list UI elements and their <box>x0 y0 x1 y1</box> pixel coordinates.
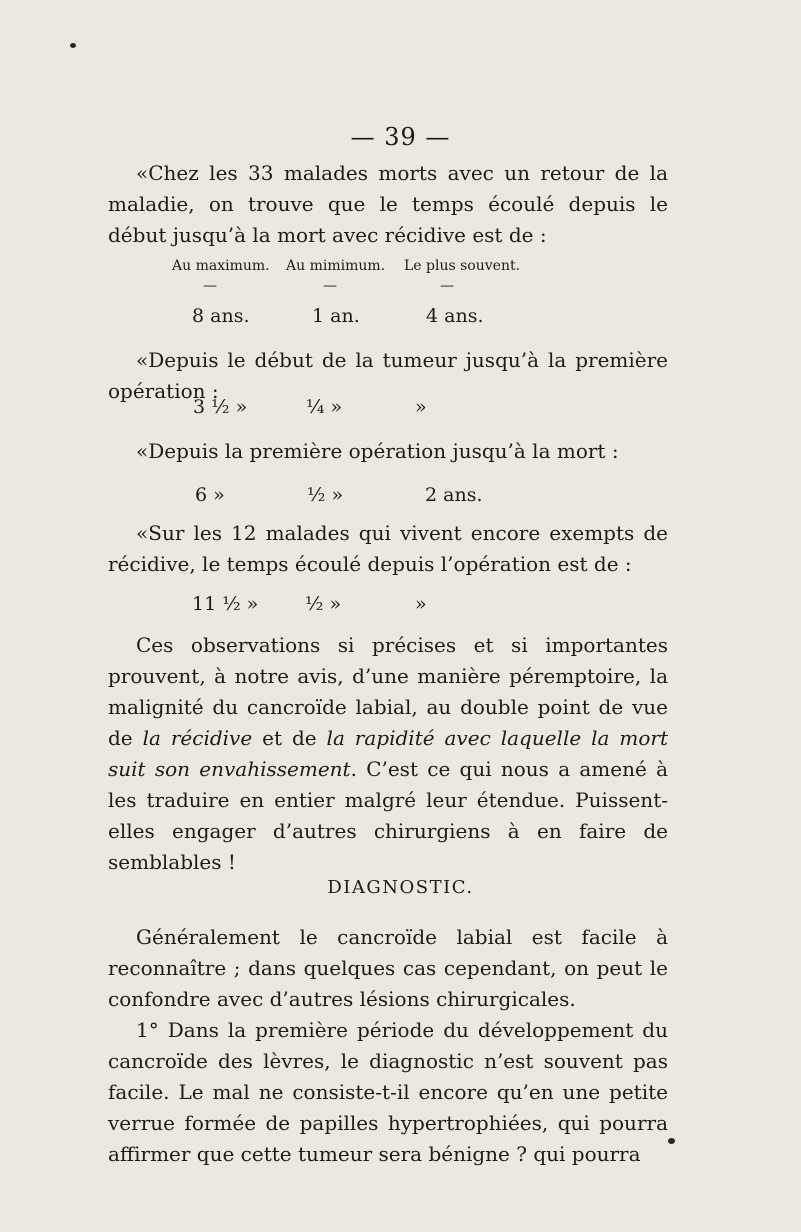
table-row-label: «Depuis la première opération jusqu’à la mort : <box>136 439 619 463</box>
table-cell: » <box>415 593 427 615</box>
table-cell: 3 ½ » <box>193 396 248 418</box>
intro-paragraph-block <box>108 158 668 251</box>
table-header-most-often: Le plus souvent. <box>404 258 521 274</box>
conclusion-italic: la récidive <box>142 726 253 750</box>
table-cell: » <box>415 396 427 418</box>
table-cell: 6 » <box>195 484 225 506</box>
table-header-maximum: Au maximum. <box>172 258 270 274</box>
table-header-dash: — <box>323 278 337 294</box>
table-cell: 4 ans. <box>426 305 484 327</box>
table-cell: 1 an. <box>312 305 360 327</box>
conclusion-text: . C’est ce qui nous a amené à les traduire en entier malgré leur étendue. Puissent-elles engager d’autres chirurgiens à en faire de semblables ! <box>108 757 668 874</box>
table-row-label-block <box>108 436 668 467</box>
section-heading: DIAGNOSTIC. <box>327 877 474 898</box>
table-header-dash: — <box>440 278 454 294</box>
table-cell: 8 ans. <box>192 305 250 327</box>
conclusion-text: et de <box>252 726 327 750</box>
table-cell: ½ » <box>305 593 342 615</box>
table-header-dash: — <box>203 278 217 294</box>
diagnostic-paragraph-1: Généralement le cancroïde labial est facile à reconnaître ; dans quelques cas cependant, on peut le confondre avec d’autres lésions chirurgicales. <box>108 925 668 1011</box>
survivors-paragraph-block <box>108 518 668 580</box>
table-row-label: «Depuis le début de la tumeur jusqu’à la première opération : <box>108 348 668 403</box>
intro-paragraph: «Chez les 33 malades morts avec un retour de la maladie, on trouve que le temps écoulé depuis le début jusqu’à la mort avec récidive est de : <box>108 161 668 247</box>
ink-speck <box>668 1138 675 1144</box>
ink-speck <box>70 43 76 48</box>
conclusion-italic: la rapidité avec laquelle la mort suit son envahissement <box>108 726 669 781</box>
diagnostic-block <box>108 922 668 1170</box>
table-cell: 11 ½ » <box>192 593 259 615</box>
diagnostic-paragraph-2: 1° Dans la première période du développement du cancroïde des lèvres, le diagnostic n’est souvent pas facile. Le mal ne consiste-t-il encore qu’en une petite verrue formée de papilles hypertrophiées, qui pourra affirmer que cette tumeur sera bénigne ? qui pourra <box>108 1018 668 1166</box>
table-cell: 2 ans. <box>425 484 483 506</box>
page-number: — 39 — <box>350 123 451 151</box>
conclusion-paragraph-block <box>108 630 668 878</box>
conclusion-text: Ces observations si précises et si importantes prouvent, à notre avis, d’une manière péremptoire, la malignité du cancroïde labial, au double point de vue de <box>108 633 668 750</box>
conclusion-paragraph <box>108 630 668 878</box>
table-cell: ¼ » <box>306 396 343 418</box>
table-header-minimum: Au mimimum. <box>286 258 386 274</box>
table-cell: ½ » <box>307 484 344 506</box>
table-row-label-block <box>108 345 668 407</box>
survivors-paragraph: «Sur les 12 malades qui vivent encore exempts de récidive, le temps écoulé depuis l’opération est de : <box>108 521 668 576</box>
